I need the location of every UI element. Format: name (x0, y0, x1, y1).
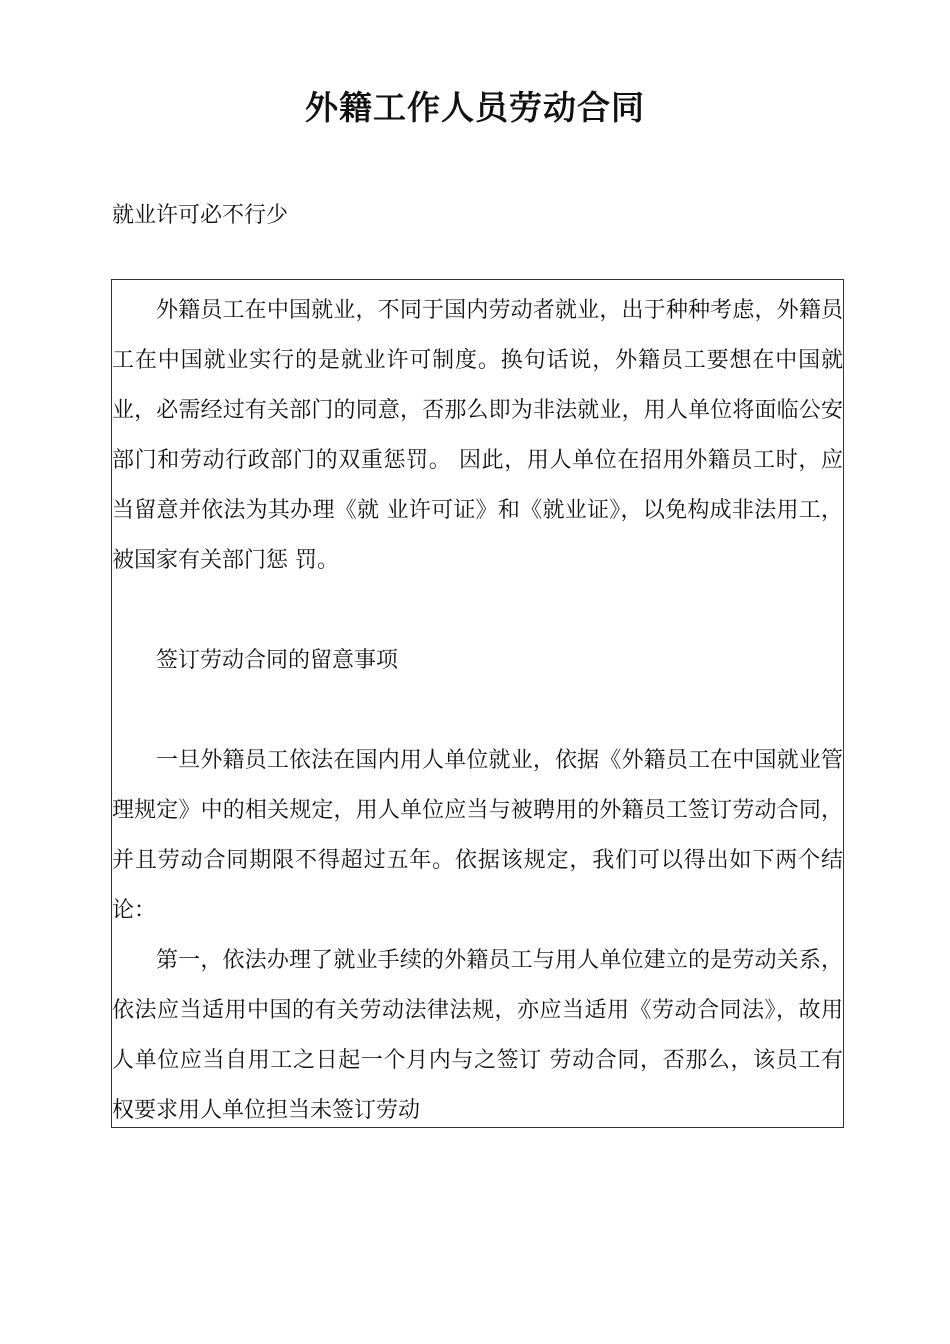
section-subtitle: 就业许可必不行少 (112, 203, 289, 228)
paragraph-heading-contract-notes: 签订劳动合同的留意事项 (156, 648, 399, 673)
paragraph-employment-permit: 外籍员工在中国就业，不同于国内劳动者就业，出于种种考虑，外籍员工在中国就业实行的是就业许可制度。换句话说，外籍员工要想在中国就业，必需经过有关部门的同意，否那么即为非法就业，用人单位将面临公安部门和劳动行政部门的双重惩罚。 因此，用人单位在招用外籍员工时，应当留意并依法为其办理《就 业许可证》和《就业证》，以免构成非法用工，被国家有关部门惩 罚。 (112, 298, 843, 573)
paragraph-first-conclusion: 第一，依法办理了就业手续的外籍员工与用人单位建立的是劳动关系，依法应当适用中国的有关劳动法律法规，亦应当适用《劳动合同法》，故用人单位应当自用工之日起一个月内与之签订 劳动合同，否那么，该员工有权要求用人单位担当未签订劳动 (112, 948, 843, 1123)
paragraph-contract-requirement: 一旦外籍员工依法在国内用人单位就业，依据《外籍员工在中国就业管理规定》中的相关规定，用人单位应当与被聘用的外籍员工签订劳动合同，并且劳动合同期限不得超过五年。依据该规定，我们可以得出如下两个结论： (112, 748, 843, 923)
document-title: 外籍工作人员劳动合同 (305, 88, 645, 127)
